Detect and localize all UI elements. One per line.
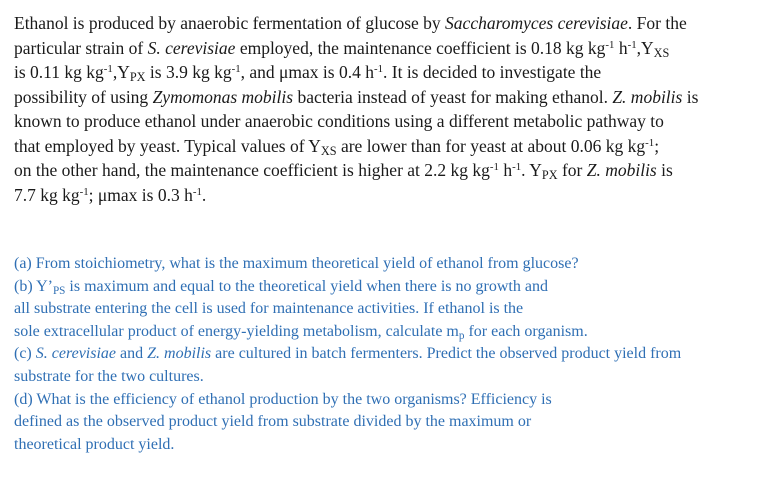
question-c-line-2: substrate for the two cultures.	[14, 367, 204, 385]
statement-line-8: 7.7 kg $kg^{-1}$; μmax is 0.3 $h^{-1}$.	[14, 184, 207, 205]
statement-line-5: known to produce ethanol under anaerobic conditions using a different metabolic pathway to	[14, 111, 664, 131]
statement-line-2: particular strain of S. cerevisiae employed, the maintenance coefficient is 0.18 kg $kg^{-1}$ $h^{-1},Y_{XS}$	[14, 37, 670, 60]
statement-line-6: that employed by yeast. Typical values of $Y_{XS}$ are lower than for yeast at about 0.06 kg $kg^{-1}$;	[14, 135, 660, 158]
question-a: (a) From stoichiometry, what is the maximum theoretical yield of ethanol from glucose?	[14, 255, 579, 272]
statement-line-1: Ethanol is produced by anaerobic fermentation of glucose by Saccharomyces cerevisiae. For the	[14, 13, 687, 33]
question-d-line-2: defined as the observed product yield from substrate divided by the maximum or	[14, 413, 532, 431]
question-d-line-3: theoretical product yield.	[14, 435, 175, 453]
statement-line-7: on the other hand, the maintenance coefficient is higher at 2.2 kg $kg^{-1}$ $h^{-1}$. $Y_{PX}$ for Z. mobilis is	[14, 160, 673, 183]
problem-statement	[14, 11, 759, 207]
question-b-line-2: all substrate entering the cell is used for maintenance activities. If ethanol is the	[14, 300, 524, 318]
statement-line-4: possibility of using Zymomonas mobilis bacteria instead of yeast for making ethanol. Z. mobilis is	[14, 86, 699, 107]
question-b-line-1: (b) $Y’_{PS}$ is maximum and equal to the theoretical yield when there is no growth and	[14, 277, 548, 297]
question-b-line-3: sole extracellular product of energy-yielding metabolism, calculate $m_p$ for each organism.	[14, 322, 588, 342]
questions-block	[14, 253, 759, 456]
statement-line-3: is 0.11 kg $kg^{-1},Y_{PX}$ is 3.9 kg $kg^{-1}$, and μmax is 0.4 $h^{-1}$. It is decided to investigate the	[14, 62, 602, 85]
question-c-line-1: (c) S. cerevisiae and Z. mobilis are cultured in batch fermenters. Predict the observed product yield from	[14, 345, 682, 363]
question-d-line-1: (d) What is the efficiency of ethanol production by the two organisms? Efficiency is	[14, 390, 552, 408]
